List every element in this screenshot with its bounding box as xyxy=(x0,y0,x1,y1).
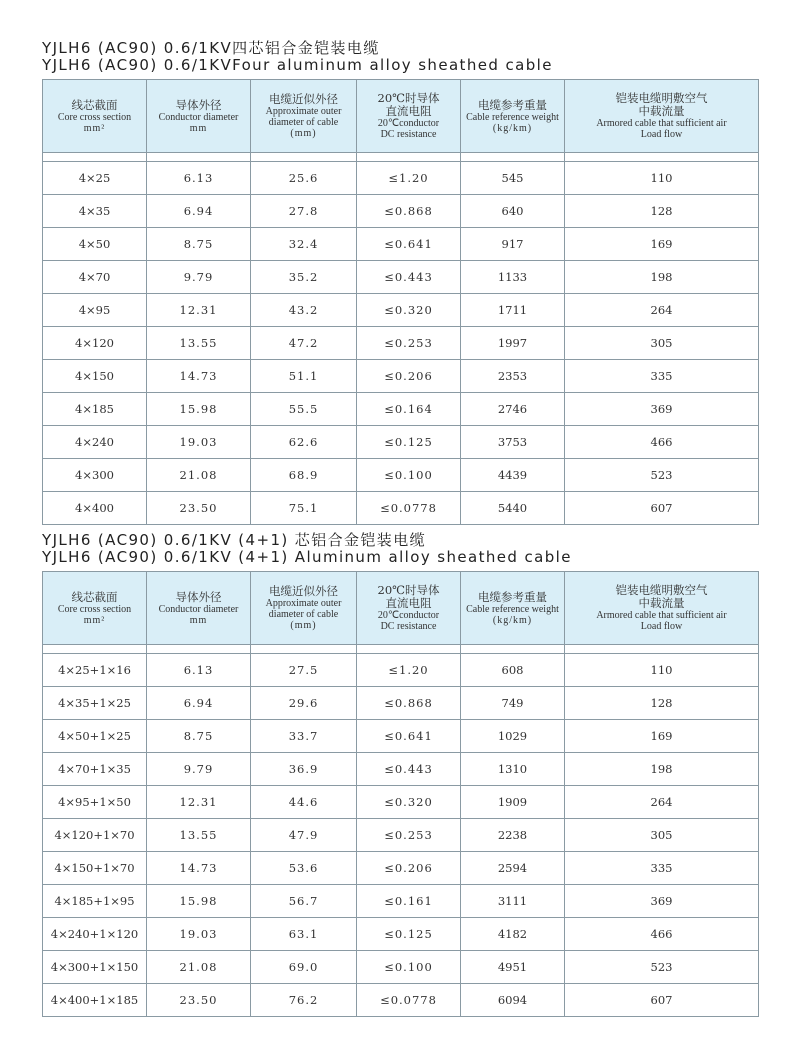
cell-dc-resistance: ≤0.320 xyxy=(357,294,461,327)
table-row xyxy=(43,261,759,294)
cell-load-flow: 305 xyxy=(565,819,759,852)
header-dc-resistance: 20℃时导体 直流电阻 20℃conductor DC resistance xyxy=(357,572,461,645)
cell-conductor-diameter: 23.50 xyxy=(147,984,251,1017)
header-outer-diameter: 电缆近似外径 Approximate outer diameter of cable (mm) xyxy=(251,572,357,645)
cell-core-section: 4×300 xyxy=(43,459,147,492)
cell-conductor-diameter: 8.75 xyxy=(147,228,251,261)
cell-dc-resistance: ≤0.443 xyxy=(357,753,461,786)
table-row xyxy=(43,228,759,261)
cell-conductor-diameter: 13.55 xyxy=(147,327,251,360)
cell-cable-weight: 640 xyxy=(461,195,565,228)
cell-dc-resistance: ≤0.253 xyxy=(357,819,461,852)
spacer-cell xyxy=(251,153,357,162)
cell-outer-diameter: 29.6 xyxy=(251,687,357,720)
cell-cable-weight: 608 xyxy=(461,654,565,687)
spacer-cell xyxy=(251,645,357,654)
cell-conductor-diameter: 9.79 xyxy=(147,753,251,786)
cell-dc-resistance: ≤1.20 xyxy=(357,162,461,195)
table-row xyxy=(43,687,759,720)
cell-core-section: 4×70+1×35 xyxy=(43,753,147,786)
cell-dc-resistance: ≤0.0778 xyxy=(357,984,461,1017)
cell-conductor-diameter: 23.50 xyxy=(147,492,251,525)
cell-outer-diameter: 33.7 xyxy=(251,720,357,753)
cell-core-section: 4×150 xyxy=(43,360,147,393)
cell-load-flow: 169 xyxy=(565,228,759,261)
cell-dc-resistance: ≤0.125 xyxy=(357,426,461,459)
cell-cable-weight: 3753 xyxy=(461,426,565,459)
cell-load-flow: 264 xyxy=(565,294,759,327)
header-core-section: 线芯截面 Core cross section mm² xyxy=(43,80,147,153)
cell-load-flow: 110 xyxy=(565,654,759,687)
header-cable-weight: 电缆参考重量 Cable reference weight (kg/km) xyxy=(461,572,565,645)
cell-core-section: 4×150+1×70 xyxy=(43,852,147,885)
cell-outer-diameter: 51.1 xyxy=(251,360,357,393)
header-spacer-row xyxy=(43,153,759,162)
cell-load-flow: 264 xyxy=(565,786,759,819)
cell-core-section: 4×185 xyxy=(43,393,147,426)
cell-load-flow: 198 xyxy=(565,753,759,786)
cell-outer-diameter: 32.4 xyxy=(251,228,357,261)
cell-load-flow: 466 xyxy=(565,426,759,459)
cell-core-section: 4×50 xyxy=(43,228,147,261)
cell-dc-resistance: ≤1.20 xyxy=(357,654,461,687)
cell-outer-diameter: 47.9 xyxy=(251,819,357,852)
spacer-cell xyxy=(357,645,461,654)
section-four-plus-one-core xyxy=(42,532,758,1017)
table-row xyxy=(43,459,759,492)
table-row xyxy=(43,654,759,687)
cell-cable-weight: 1133 xyxy=(461,261,565,294)
cell-outer-diameter: 43.2 xyxy=(251,294,357,327)
table-row xyxy=(43,918,759,951)
cell-outer-diameter: 27.5 xyxy=(251,654,357,687)
cell-conductor-diameter: 12.31 xyxy=(147,294,251,327)
cell-cable-weight: 5440 xyxy=(461,492,565,525)
header-conductor-diameter: 导体外径 Conductor diameter mm xyxy=(147,572,251,645)
cell-outer-diameter: 47.2 xyxy=(251,327,357,360)
cell-conductor-diameter: 21.08 xyxy=(147,951,251,984)
cell-load-flow: 607 xyxy=(565,492,759,525)
cell-core-section: 4×240+1×120 xyxy=(43,918,147,951)
spacer-cell xyxy=(565,645,759,654)
cell-conductor-diameter: 8.75 xyxy=(147,720,251,753)
cell-dc-resistance: ≤0.868 xyxy=(357,195,461,228)
cell-core-section: 4×70 xyxy=(43,261,147,294)
section-title-en: YJLH6 (AC90) 0.6/1KV (4+1) Aluminum alloy sheathed cable xyxy=(42,548,572,566)
table-row xyxy=(43,195,759,228)
cell-outer-diameter: 27.8 xyxy=(251,195,357,228)
cell-core-section: 4×300+1×150 xyxy=(43,951,147,984)
header-load-flow: 铠装电缆明敷空气 中载流量 Armored cable that sufficient air Load flow xyxy=(565,80,759,153)
table-row xyxy=(43,951,759,984)
cell-load-flow: 169 xyxy=(565,720,759,753)
cell-load-flow: 523 xyxy=(565,459,759,492)
cell-cable-weight: 6094 xyxy=(461,984,565,1017)
spacer-cell xyxy=(461,645,565,654)
cell-dc-resistance: ≤0.100 xyxy=(357,459,461,492)
section-four-core xyxy=(42,40,758,525)
cell-load-flow: 607 xyxy=(565,984,759,1017)
cell-core-section: 4×400 xyxy=(43,492,147,525)
cell-load-flow: 110 xyxy=(565,162,759,195)
cell-cable-weight: 1029 xyxy=(461,720,565,753)
cell-outer-diameter: 62.6 xyxy=(251,426,357,459)
cell-load-flow: 128 xyxy=(565,687,759,720)
header-spacer-row xyxy=(43,645,759,654)
spacer-cell xyxy=(147,645,251,654)
cell-core-section: 4×25+1×16 xyxy=(43,654,147,687)
cell-dc-resistance: ≤0.868 xyxy=(357,687,461,720)
cell-conductor-diameter: 14.73 xyxy=(147,360,251,393)
cell-cable-weight: 1711 xyxy=(461,294,565,327)
header-conductor-diameter: 导体外径 Conductor diameter mm xyxy=(147,80,251,153)
cell-cable-weight: 545 xyxy=(461,162,565,195)
cell-conductor-diameter: 6.13 xyxy=(147,162,251,195)
cell-core-section: 4×240 xyxy=(43,426,147,459)
table-row xyxy=(43,492,759,525)
cell-cable-weight: 3111 xyxy=(461,885,565,918)
cell-core-section: 4×35 xyxy=(43,195,147,228)
spacer-cell xyxy=(147,153,251,162)
cell-outer-diameter: 35.2 xyxy=(251,261,357,294)
cell-core-section: 4×185+1×95 xyxy=(43,885,147,918)
cell-outer-diameter: 44.6 xyxy=(251,786,357,819)
header-core-section: 线芯截面 Core cross section mm² xyxy=(43,572,147,645)
table-header-row xyxy=(43,80,759,153)
cell-cable-weight: 1997 xyxy=(461,327,565,360)
header-outer-diameter: 电缆近似外径 Approximate outer diameter of cable (mm) xyxy=(251,80,357,153)
cell-core-section: 4×25 xyxy=(43,162,147,195)
cell-load-flow: 466 xyxy=(565,918,759,951)
cell-conductor-diameter: 19.03 xyxy=(147,918,251,951)
cell-core-section: 4×95 xyxy=(43,294,147,327)
cell-core-section: 4×95+1×50 xyxy=(43,786,147,819)
cell-conductor-diameter: 14.73 xyxy=(147,852,251,885)
cell-core-section: 4×35+1×25 xyxy=(43,687,147,720)
table-body xyxy=(43,645,759,1017)
table-row xyxy=(43,360,759,393)
cell-outer-diameter: 56.7 xyxy=(251,885,357,918)
cell-core-section: 4×120+1×70 xyxy=(43,819,147,852)
cell-dc-resistance: ≤0.253 xyxy=(357,327,461,360)
cell-dc-resistance: ≤0.443 xyxy=(357,261,461,294)
cell-core-section: 4×120 xyxy=(43,327,147,360)
cell-outer-diameter: 55.5 xyxy=(251,393,357,426)
cell-conductor-diameter: 9.79 xyxy=(147,261,251,294)
cell-conductor-diameter: 12.31 xyxy=(147,786,251,819)
cell-outer-diameter: 25.6 xyxy=(251,162,357,195)
section-title-en: YJLH6 (AC90) 0.6/1KVFour aluminum alloy sheathed cable xyxy=(42,56,553,74)
cell-outer-diameter: 68.9 xyxy=(251,459,357,492)
cell-conductor-diameter: 6.94 xyxy=(147,195,251,228)
cell-dc-resistance: ≤0.641 xyxy=(357,228,461,261)
cell-outer-diameter: 53.6 xyxy=(251,852,357,885)
cell-cable-weight: 2746 xyxy=(461,393,565,426)
table-row xyxy=(43,984,759,1017)
spacer-cell xyxy=(357,153,461,162)
spacer-cell xyxy=(565,153,759,162)
cell-cable-weight: 4951 xyxy=(461,951,565,984)
cell-dc-resistance: ≤0.100 xyxy=(357,951,461,984)
cell-core-section: 4×50+1×25 xyxy=(43,720,147,753)
cell-conductor-diameter: 19.03 xyxy=(147,426,251,459)
header-load-flow: 铠装电缆明敷空气 中载流量 Armored cable that sufficient air Load flow xyxy=(565,572,759,645)
cell-load-flow: 335 xyxy=(565,360,759,393)
table-row xyxy=(43,720,759,753)
cell-conductor-diameter: 21.08 xyxy=(147,459,251,492)
table-header-row xyxy=(43,572,759,645)
cell-outer-diameter: 36.9 xyxy=(251,753,357,786)
table-row xyxy=(43,294,759,327)
cell-conductor-diameter: 6.94 xyxy=(147,687,251,720)
table-row xyxy=(43,753,759,786)
spec-table-four-core xyxy=(42,79,759,525)
table-row xyxy=(43,393,759,426)
table-row xyxy=(43,852,759,885)
cell-dc-resistance: ≤0.641 xyxy=(357,720,461,753)
cell-outer-diameter: 63.1 xyxy=(251,918,357,951)
cell-conductor-diameter: 15.98 xyxy=(147,885,251,918)
cell-load-flow: 335 xyxy=(565,852,759,885)
cell-conductor-diameter: 15.98 xyxy=(147,393,251,426)
cell-cable-weight: 749 xyxy=(461,687,565,720)
cell-dc-resistance: ≤0.320 xyxy=(357,786,461,819)
table-row xyxy=(43,819,759,852)
cell-cable-weight: 2238 xyxy=(461,819,565,852)
table-row xyxy=(43,162,759,195)
cell-dc-resistance: ≤0.164 xyxy=(357,393,461,426)
table-body xyxy=(43,153,759,525)
cell-dc-resistance: ≤0.125 xyxy=(357,918,461,951)
cell-conductor-diameter: 13.55 xyxy=(147,819,251,852)
cell-outer-diameter: 75.1 xyxy=(251,492,357,525)
cell-load-flow: 128 xyxy=(565,195,759,228)
cell-cable-weight: 2594 xyxy=(461,852,565,885)
header-dc-resistance: 20℃时导体 直流电阻 20℃conductor DC resistance xyxy=(357,80,461,153)
cell-dc-resistance: ≤0.206 xyxy=(357,360,461,393)
cell-load-flow: 369 xyxy=(565,885,759,918)
cell-load-flow: 523 xyxy=(565,951,759,984)
table-row xyxy=(43,786,759,819)
spacer-cell xyxy=(43,153,147,162)
cell-dc-resistance: ≤0.0778 xyxy=(357,492,461,525)
cell-dc-resistance: ≤0.161 xyxy=(357,885,461,918)
cell-cable-weight: 917 xyxy=(461,228,565,261)
section-title-cn: YJLH6 (AC90) 0.6/1KV四芯铝合金铠装电缆 xyxy=(42,39,380,57)
cell-outer-diameter: 76.2 xyxy=(251,984,357,1017)
table-row xyxy=(43,885,759,918)
cell-outer-diameter: 69.0 xyxy=(251,951,357,984)
cell-dc-resistance: ≤0.206 xyxy=(357,852,461,885)
table-row xyxy=(43,327,759,360)
spacer-cell xyxy=(43,645,147,654)
cell-conductor-diameter: 6.13 xyxy=(147,654,251,687)
cell-cable-weight: 2353 xyxy=(461,360,565,393)
section-title-cn: YJLH6 (AC90) 0.6/1KV (4+1) 芯铝合金铠装电缆 xyxy=(42,531,427,549)
spec-table-four-plus-one-core xyxy=(42,571,759,1017)
spacer-cell xyxy=(461,153,565,162)
cell-load-flow: 369 xyxy=(565,393,759,426)
table-row xyxy=(43,426,759,459)
header-cable-weight: 电缆参考重量 Cable reference weight (kg/km) xyxy=(461,80,565,153)
cell-core-section: 4×400+1×185 xyxy=(43,984,147,1017)
cell-cable-weight: 1310 xyxy=(461,753,565,786)
cell-load-flow: 305 xyxy=(565,327,759,360)
cell-load-flow: 198 xyxy=(565,261,759,294)
cell-cable-weight: 1909 xyxy=(461,786,565,819)
cell-cable-weight: 4439 xyxy=(461,459,565,492)
cell-cable-weight: 4182 xyxy=(461,918,565,951)
